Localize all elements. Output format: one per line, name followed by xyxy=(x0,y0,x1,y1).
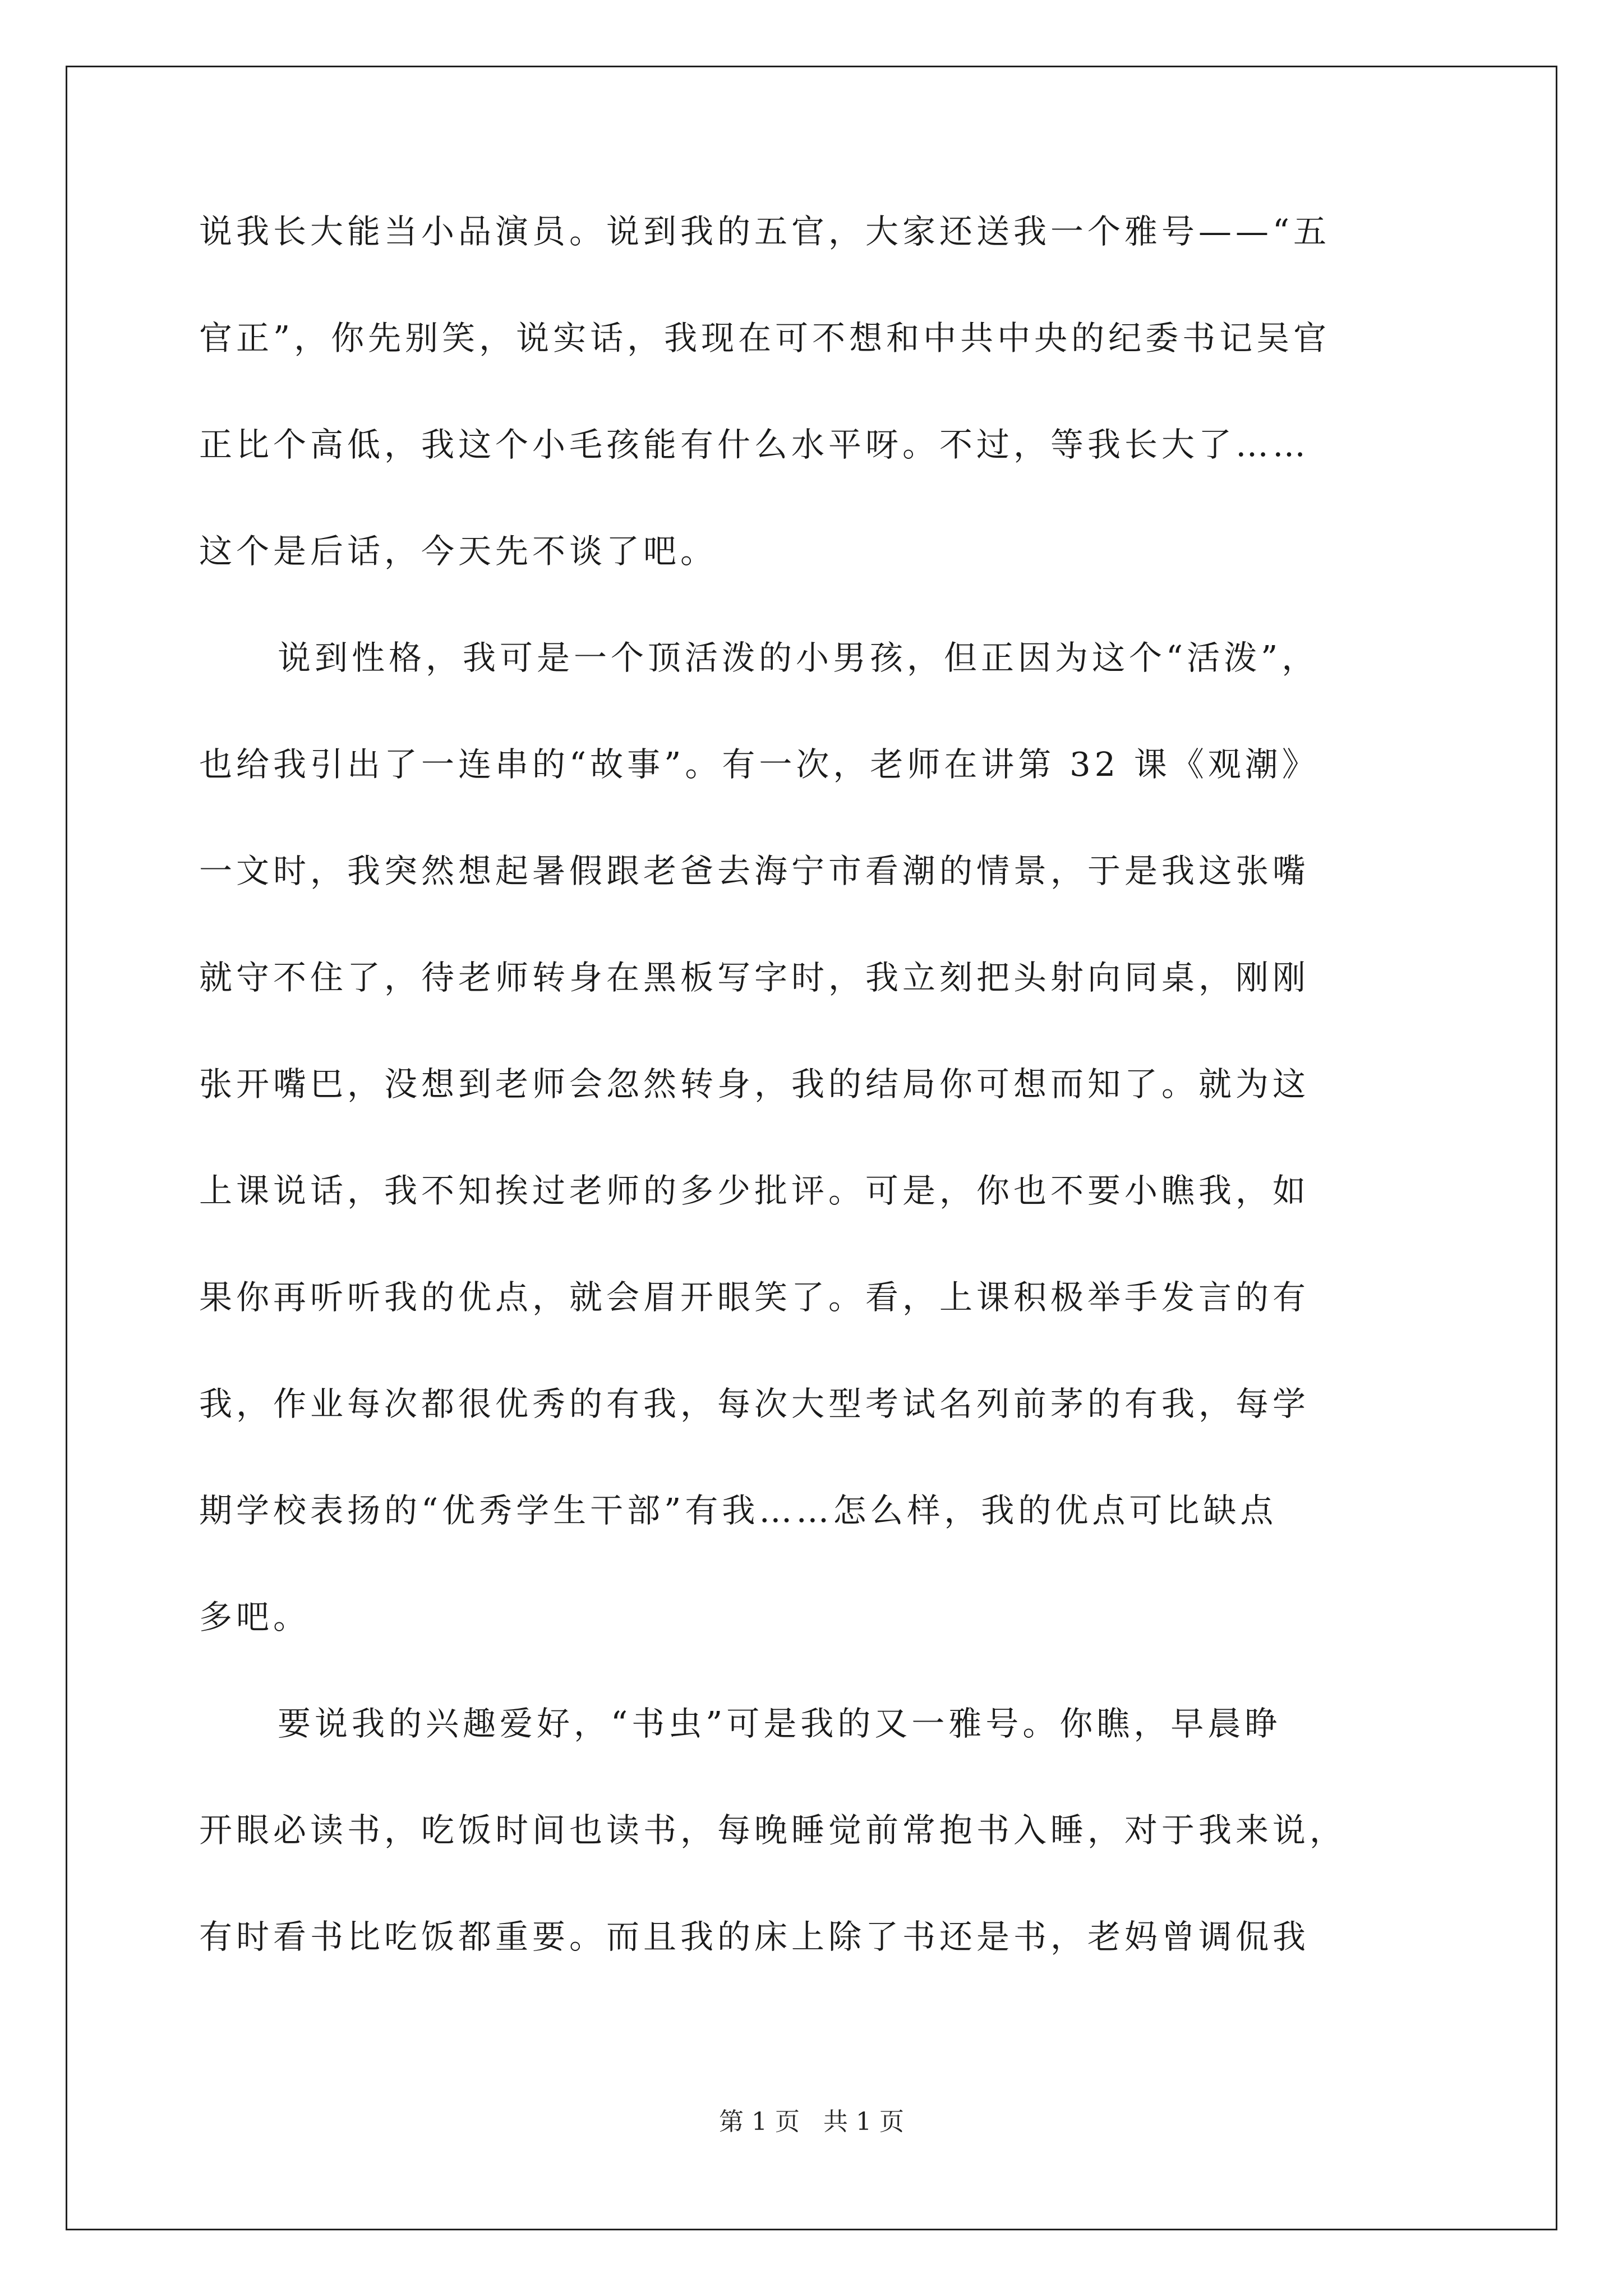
text-line: 期学校表扬的“优秀学生干部”有我……怎么样，我的优点可比缺点 xyxy=(199,1491,1278,1530)
text-line: 果你再听听我的优点，就会眉开眼笑了。看，上课积极举手发言的有 xyxy=(199,1278,1310,1317)
text-line: 上课说话，我不知挨过老师的多少批评。可是，你也不要小瞧我，如 xyxy=(199,1171,1310,1210)
text-line: 张开嘴巴，没想到老师会忽然转身，我的结局你可想而知了。就为这 xyxy=(199,1065,1310,1103)
text-line: 开眼必读书，吃饭时间也读书，每晚睡觉前常抱书入睡，对于我来说， xyxy=(199,1811,1347,1849)
text-line: 说我长大能当小品演员。说到我的五官，大家还送我一个雅号——“五 xyxy=(199,212,1331,251)
text-line: 有时看书比吃饭都重要。而且我的床上除了书还是书，老妈曾调侃我 xyxy=(199,1917,1310,1956)
text-line: 就守不住了，待老师转身在黑板写字时，我立刻把头射向同桌，刚刚 xyxy=(199,958,1310,997)
document-body xyxy=(199,212,1444,2024)
page-number-footer: 第 1 页 共 1 页 xyxy=(719,2108,904,2136)
text-line: 正比个高低，我这个小毛孩能有什么水平呀。不过，等我长大了…… xyxy=(199,425,1310,464)
text-line: 也给我引出了一连串的“故事”。有一次，老师在讲第 32 课《观潮》 xyxy=(199,745,1319,784)
text-line: 这个是后话，今天先不谈了吧。 xyxy=(199,532,718,570)
paragraph-start-line: 要说我的兴趣爱好，“书虫”可是我的又一雅号。你瞧，早晨睁 xyxy=(278,1704,1282,1743)
paragraph-start-line: 说到性格，我可是一个顶活泼的小男孩，但正因为这个“活泼”， xyxy=(278,638,1319,677)
text-line: 官正”，你先别笑，说实话，我现在可不想和中共中央的纪委书记吴官 xyxy=(199,319,1331,357)
text-line: 多吧。 xyxy=(199,1598,311,1636)
text-line: 我，作业每次都很优秀的有我，每次大型考试名列前茅的有我，每学 xyxy=(199,1384,1310,1423)
text-line: 一文时，我突然想起暑假跟老爸去海宁市看潮的情景，于是我这张嘴 xyxy=(199,852,1310,890)
